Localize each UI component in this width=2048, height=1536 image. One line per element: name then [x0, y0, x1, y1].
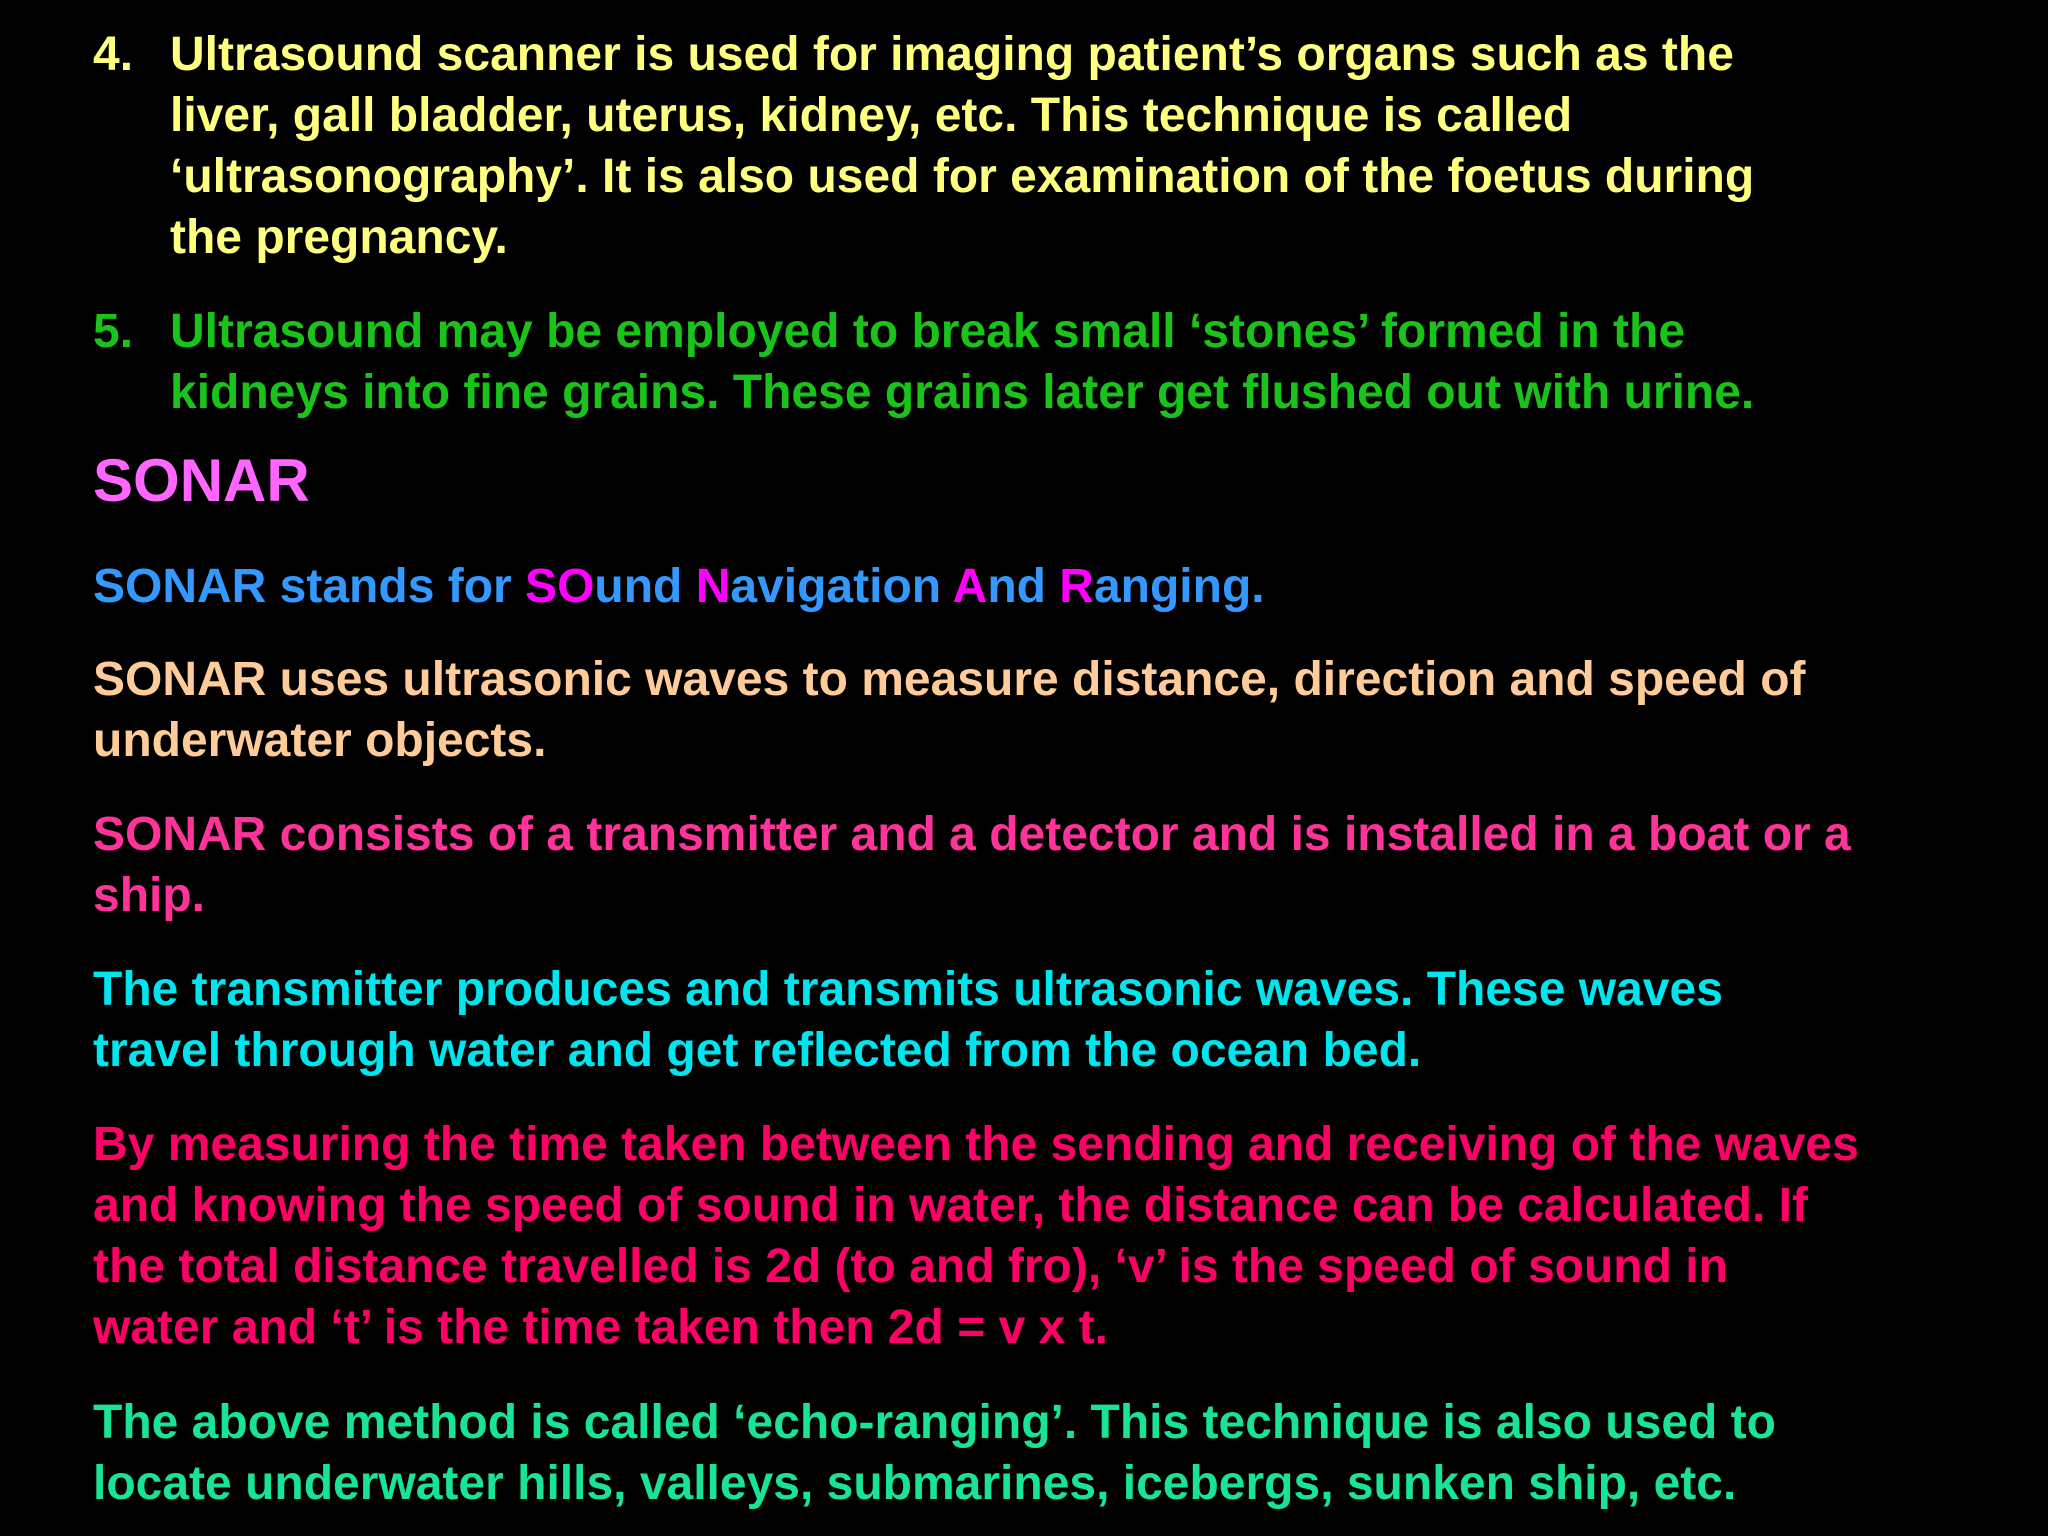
definition-text: und [594, 560, 696, 613]
list-item-4-line: the pregnancy. [170, 211, 508, 264]
paragraph-line: SONAR uses ultrasonic waves to measure distance, direction and speed of [93, 653, 1806, 706]
paragraph-line: The transmitter produces and transmits ultrasonic waves. These waves [93, 963, 1723, 1016]
paragraph-consists [93, 804, 2033, 926]
acronym-letter: R [1059, 560, 1094, 613]
paragraph-line: locate underwater hills, valleys, submarines, icebergs, sunken ship, etc. [93, 1457, 1737, 1510]
paragraph-line: SONAR consists of a transmitter and a detector and is installed in a boat or a [93, 808, 1851, 861]
paragraph-measuring [93, 1114, 2033, 1358]
list-item-4-number: 4. [93, 28, 134, 81]
definition-text: avigation [730, 560, 953, 613]
list-item-4-line: ‘ultrasonography’. It is also used for examination of the foetus during [170, 150, 1755, 203]
paragraph-line: By measuring the time taken between the sending and receiving of the waves [93, 1118, 1859, 1171]
list-item-4-line: liver, gall bladder, uterus, kidney, etc. This technique is called [170, 89, 1573, 142]
paragraph-uses [93, 649, 2033, 771]
list-item-5-line: Ultrasound may be employed to break small ‘stones’ formed in the [170, 305, 1686, 358]
acronym-letter: SO [525, 560, 595, 613]
definition-text: SONAR stands for [93, 560, 526, 613]
list-item-5-number: 5. [93, 305, 134, 358]
paragraph-line: the total distance travelled is 2d (to and fro), ‘v’ is the speed of sound in [93, 1240, 1728, 1293]
paragraph-echo-ranging [93, 1392, 2033, 1514]
paragraph-transmitter [93, 959, 2033, 1081]
definition-text: anging. [1093, 560, 1265, 613]
list-item-5-line: kidneys into fine grains. These grains later get flushed out with urine. [170, 366, 1755, 419]
acronym-letter: N [695, 560, 731, 613]
list-item-4-text [170, 24, 1754, 268]
list-item-5-text [170, 301, 1754, 423]
paragraph-line: travel through water and get reflected from the ocean bed. [93, 1024, 1422, 1077]
list-item-4-line: Ultrasound scanner is used for imaging patient’s organs such as the [170, 28, 1734, 81]
definition-text: nd [987, 560, 1060, 613]
paragraph-line: underwater objects. [93, 714, 547, 767]
paragraph-line: ship. [93, 869, 206, 922]
paragraph-line: water and ‘t’ is the time taken then 2d = v x t. [93, 1301, 1108, 1354]
sonar-definition [93, 556, 2033, 617]
paragraph-line: The above method is called ‘echo-ranging’. This technique is also used to [93, 1396, 1776, 1449]
paragraph-line: and knowing the speed of sound in water, the distance can be calculated. If [93, 1179, 1808, 1232]
section-heading: SONAR [93, 447, 310, 514]
acronym-letter: A [952, 560, 988, 613]
